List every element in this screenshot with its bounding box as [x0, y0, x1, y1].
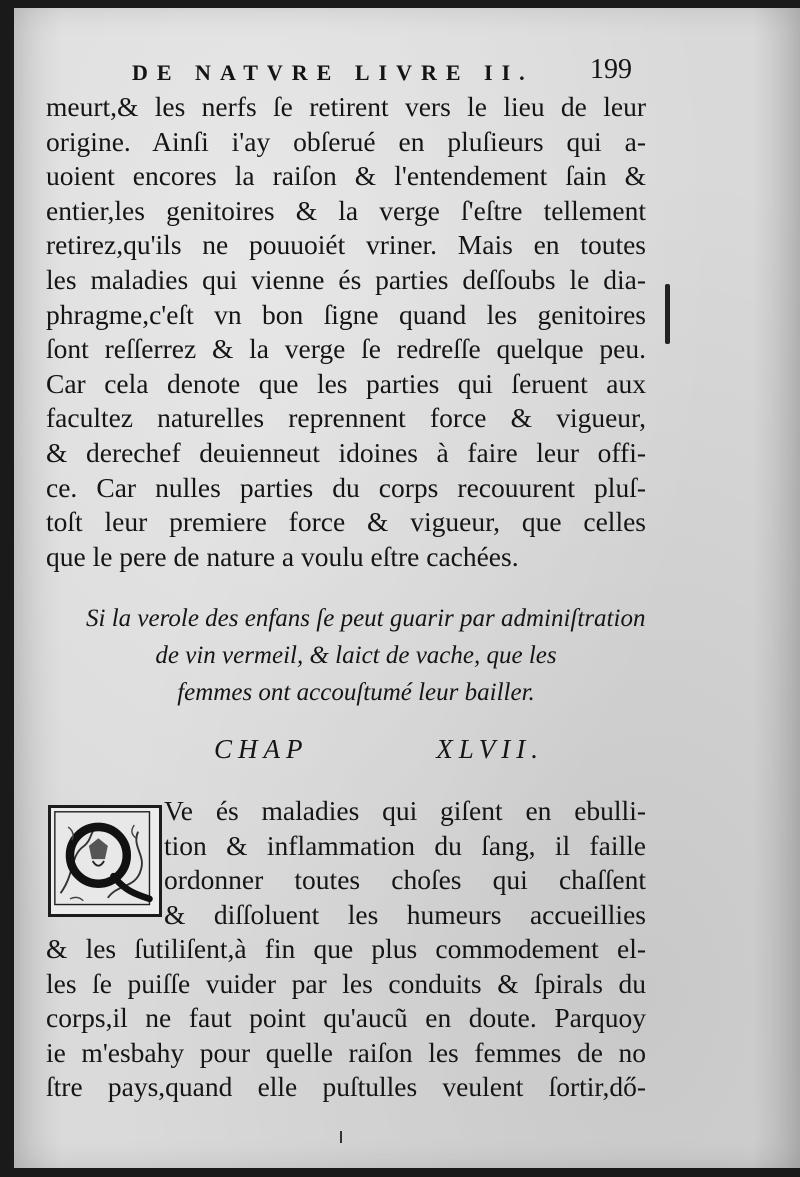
text-line: & diſſoluent les humeurs accueillies: [164, 898, 646, 930]
chapter-number: XLVII.: [436, 734, 544, 764]
decorated-initial-q: [48, 805, 162, 917]
running-head: DE NATVRE LIVRE II.: [132, 60, 534, 85]
text-line: les maladies qui vienne és parties deſſoubs le dia-: [46, 263, 646, 295]
text-line: Car cela denote que les parties qui ſeruent aux: [46, 367, 646, 399]
text-line: origine. Ainſi i'ay obſerué en pluſieurs qui a-: [46, 125, 646, 157]
paragraph-bottom: [46, 932, 646, 1105]
text-line: uoient encores la raiſon & l'entendement ſain &: [46, 160, 646, 192]
chapter-title-line: de vin vermeil, & laict de vache, que les: [155, 642, 557, 669]
text-line: les ſe puiſſe vuider par les conduits & ſpirals du: [46, 967, 646, 999]
text-line: retirez,qu'ils ne pouuoiét vriner. Mais en toutes: [46, 229, 646, 261]
book-page: [14, 8, 800, 1168]
text-line: ſtre pays,quand elle puſtulles veulent ſortir,dő-: [46, 1071, 646, 1103]
page-number: 199: [590, 54, 632, 85]
chapter-word: CHAP: [214, 734, 309, 764]
text-line: ce. Car nulles parties du corps recouurent pluſ-: [46, 471, 646, 503]
text-line: & derechef deuienneut idoines à faire leur offi-: [46, 436, 646, 468]
text-line: facultez naturelles reprennent force & vigueur,: [46, 402, 646, 434]
text-line: Ve és maladies qui giſent en ebulli-: [164, 795, 646, 826]
text-line: corps,il ne faut point qu'aucũ en doute. Parquoy: [46, 1002, 646, 1034]
text-line: toſt leur premiere force & vigueur, que celles: [46, 506, 646, 538]
page-header: [132, 54, 632, 88]
chapter-title-line: femmes ont accouſtumé leur bailler.: [177, 679, 535, 706]
ink-mark: [340, 1131, 342, 1143]
text-line: ie m'esbahy pour quelle raiſon les femmes de no: [46, 1036, 646, 1068]
text-line: entier,les genitoires & la verge ſ'eſtre tellement: [46, 194, 646, 226]
text-line: & les ſutiliſent,à fin que plus commodement el-: [46, 933, 646, 964]
margin-bracket-mark: [665, 284, 670, 344]
chapter-title: [86, 600, 646, 711]
decorated-initial-ornament: [51, 808, 159, 914]
text-line: phragme,c'eſt vn bon ſigne quand les genitoires: [46, 298, 646, 330]
text-line: tion & inflammation du ſang, il faille: [164, 829, 646, 861]
chapter-label: [214, 734, 544, 765]
chapter-title-line: Si la verole des enfans ſe peut guarir par adminiſtration: [86, 605, 646, 632]
text-line: ſont reſſerrez & la verge ſe redreſſe quelque peu.: [46, 333, 646, 365]
paragraph-top: [46, 90, 646, 574]
paragraph-indented: [164, 794, 646, 932]
text-line: meurt,& les nerfs ſe retirent vers le lieu de leur: [46, 91, 646, 122]
text-line: que le pere de nature a voulu eſtre cachées.: [46, 540, 519, 572]
text-line: ordonner toutes choſes qui chaſſent: [164, 864, 646, 896]
